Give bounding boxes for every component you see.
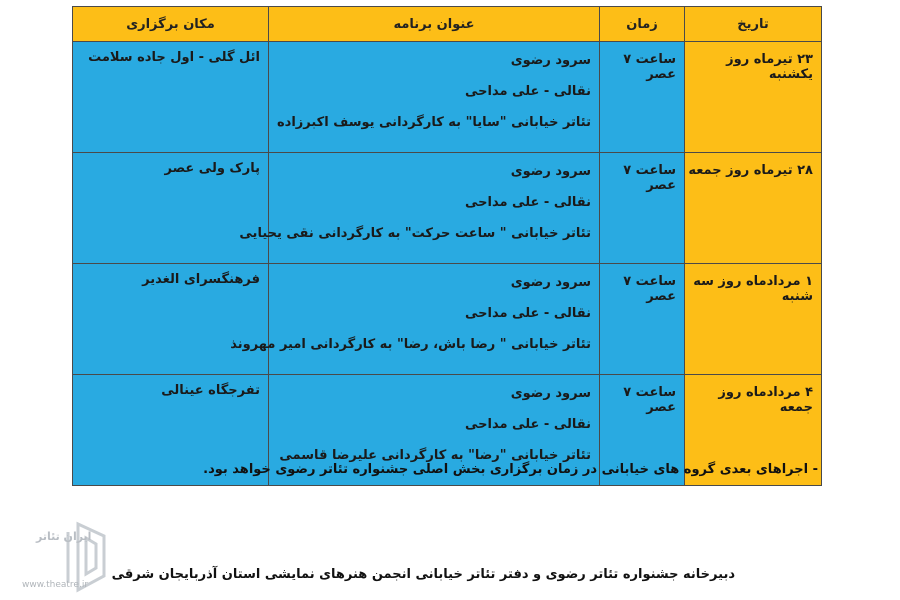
header-date: تاریخ: [685, 7, 822, 42]
venue-cell: تفرجگاه عینالی: [73, 375, 269, 486]
header-venue: مکان برگزاری: [73, 7, 269, 42]
venue-cell: ائل گلی - اول جاده سلامت: [73, 42, 269, 153]
venue-cell: پارک ولی عصر: [73, 153, 269, 264]
program-item: تئاتر خیابانی "سایا" به کارگردانی یوسف اکبرزاده: [276, 115, 591, 130]
program-item: نقالی - علی مداحی: [464, 306, 591, 321]
program-item: سرود رضوی: [510, 164, 591, 179]
date-cell: ۲۸ تیرماه روز جمعه: [685, 153, 822, 264]
date-cell: ۲۳ تیرماه روز یکشنبه: [685, 42, 822, 153]
time-cell: ساعت ۷ عصر: [600, 264, 685, 375]
program-item: تئاتر خیابانی "رضا" به کارگردانی علیرضا قاسمی: [279, 448, 591, 463]
schedule-table: [72, 6, 822, 486]
program-item: نقالی - علی مداحی: [464, 417, 591, 432]
date-cell: ۴ مردادماه روز جمعه: [685, 375, 822, 486]
table-row: [73, 153, 822, 264]
program-item: تئاتر خیابانی " رضا باش، رضا" به کارگردانی امیر مهرونذ: [230, 337, 591, 352]
table-row: [73, 42, 822, 153]
header-time: زمان: [600, 7, 685, 42]
header-row: [73, 7, 822, 42]
site-logo: [8, 518, 128, 598]
program-item: سرود رضوی: [510, 386, 591, 401]
program-cell: [239, 153, 600, 264]
program-cell: [230, 264, 600, 375]
program-item: نقالی - علی مداحی: [464, 195, 591, 210]
venue-cell: فرهنگسرای الغدیر: [73, 264, 269, 375]
logo-name: ایران تئاتر: [36, 530, 92, 543]
time-cell: ساعت ۷ عصر: [600, 153, 685, 264]
program-item: نقالی - علی مداحی: [464, 84, 591, 99]
time-cell: ساعت ۷ عصر: [600, 42, 685, 153]
program-item: تئاتر خیابانی " ساعت حرکت" به کارگردانی نقی یحیایی: [239, 226, 591, 241]
program-item: سرود رضوی: [510, 53, 591, 68]
date-cell: ۱ مردادماه روز سه شنبه: [685, 264, 822, 375]
program-item: سرود رضوی: [510, 275, 591, 290]
logo-url: www.theatre.ir: [22, 580, 89, 590]
footer-credit: دبیرخانه جشنواره تئاتر رضوی و دفتر تئاتر خیابانی انجمن هنرهای نمایشی استان آذربایجان شرقی: [111, 567, 735, 582]
program-cell: [269, 42, 600, 153]
table-row: [73, 264, 822, 375]
header-program: عنوان برنامه: [269, 7, 600, 42]
schedule-note: - اجراهای بعدی گروه های خیابانی در زمان برگزاری بخش اصلی جشنواره تئاتر رضوی خواهد بود.: [203, 462, 818, 477]
time-cell: ساعت ۷ عصر: [600, 375, 685, 486]
